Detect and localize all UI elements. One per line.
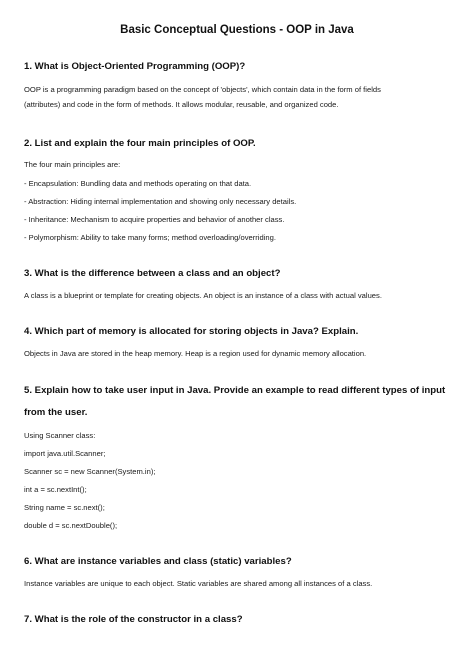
answer-line: - Encapsulation: Bundling data and methods operating on that data. — [24, 179, 252, 188]
question-heading-3: 3. What is the difference between a class and an object? — [24, 268, 281, 279]
answer-line: - Inheritance: Mechanism to acquire properties and behavior of another class. — [24, 215, 285, 224]
answer-line: Instance variables are unique to each object. Static variables are shared among all instances of a class. — [24, 579, 373, 588]
page-title: Basic Conceptual Questions - OOP in Java — [120, 24, 354, 36]
question-heading-6: 6. What are instance variables and class (static) variables? — [24, 556, 292, 567]
question-heading-5-cont: from the user. — [24, 407, 88, 418]
code-line: String name = sc.next(); — [24, 503, 105, 512]
answer-line: (attributes) and code in the form of methods. It allows modular, reusable, and organized code. — [24, 100, 339, 109]
code-line: Using Scanner class: — [24, 431, 96, 440]
question-heading-2: 2. List and explain the four main principles of OOP. — [24, 138, 256, 149]
question-heading-1: 1. What is Object-Oriented Programming (OOP)? — [24, 61, 246, 72]
code-line: Scanner sc = new Scanner(System.in); — [24, 467, 156, 476]
answer-line: Objects in Java are stored in the heap memory. Heap is a region used for dynamic memory allocation. — [24, 349, 367, 358]
answer-line: OOP is a programming paradigm based on the concept of 'objects', which contain data in the form of fields — [24, 85, 381, 94]
code-line: double d = sc.nextDouble(); — [24, 521, 118, 530]
code-line: import java.util.Scanner; — [24, 449, 106, 458]
question-heading-7: 7. What is the role of the constructor in a class? — [24, 614, 243, 625]
question-heading-4: 4. Which part of memory is allocated for storing objects in Java? Explain. — [24, 326, 359, 337]
question-heading-5: 5. Explain how to take user input in Java. Provide an example to read different types of input — [24, 385, 446, 396]
code-line: int a = sc.nextInt(); — [24, 485, 87, 494]
answer-line: - Polymorphism: Ability to take many forms; method overloading/overriding. — [24, 233, 276, 242]
answer-line: - Abstraction: Hiding internal implementation and showing only necessary details. — [24, 197, 297, 206]
answer-line: A class is a blueprint or template for creating objects. An object is an instance of a class with actual values. — [24, 291, 382, 300]
answer-line: The four main principles are: — [24, 160, 121, 169]
